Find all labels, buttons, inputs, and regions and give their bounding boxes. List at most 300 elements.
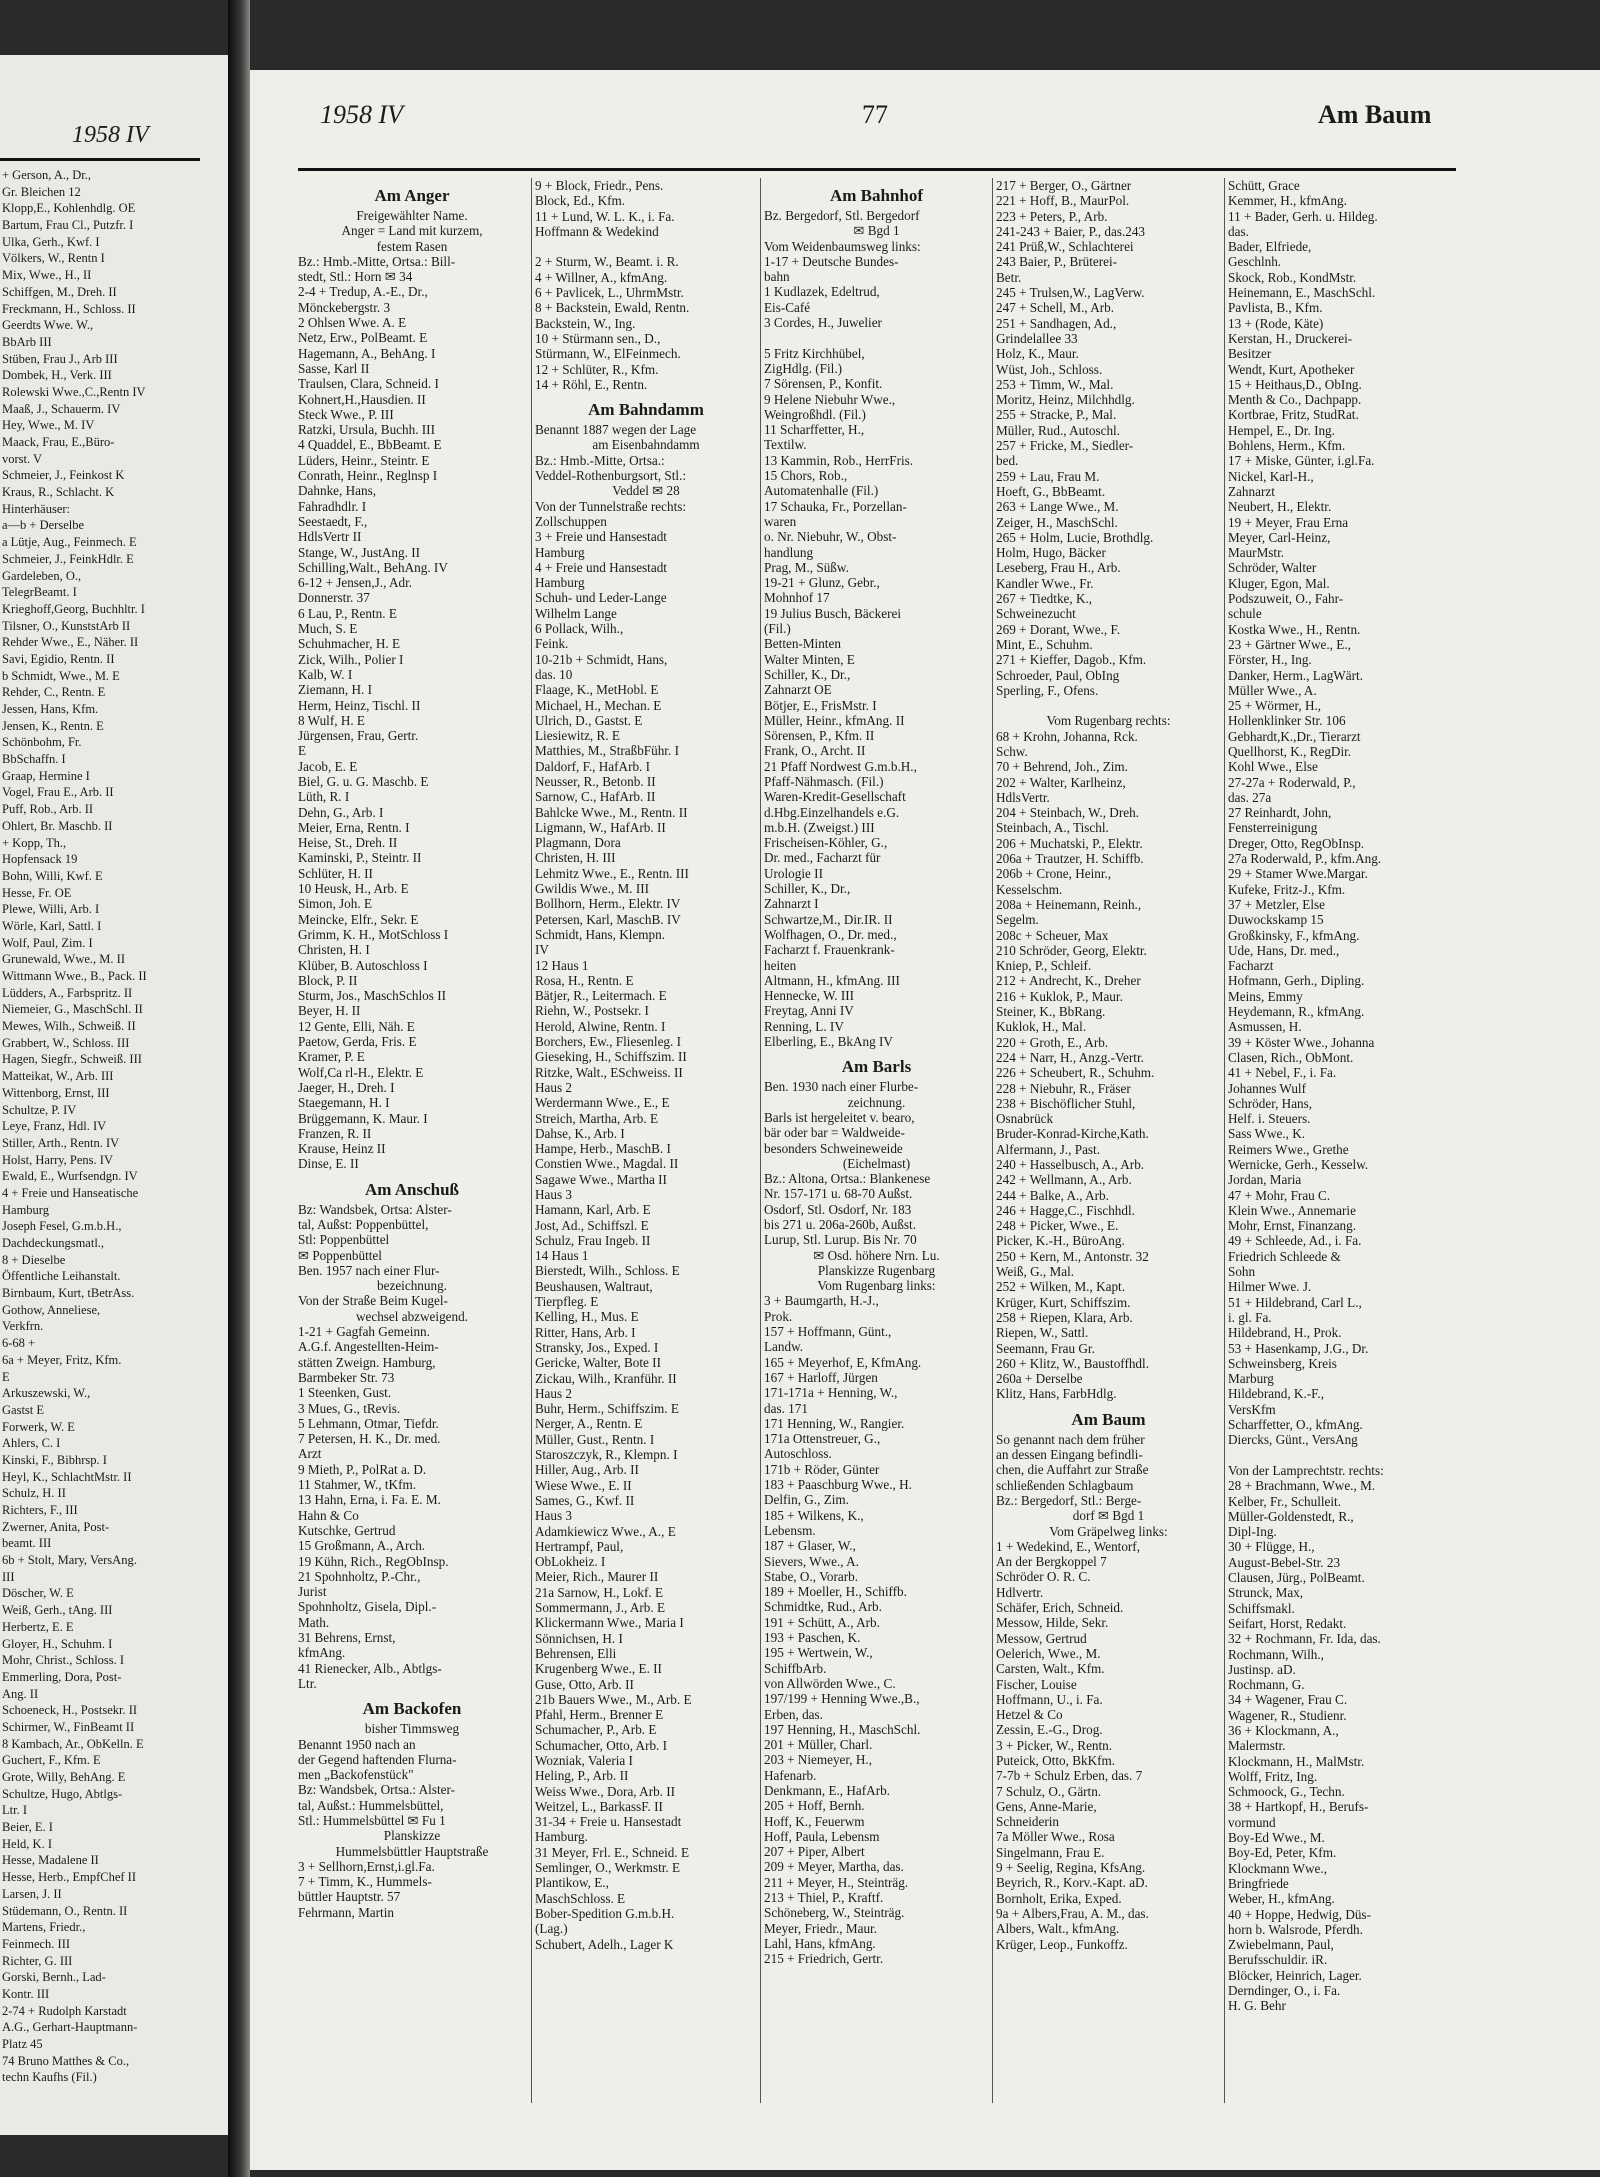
directory-entry: das. 10 (535, 666, 573, 682)
directory-entry: Wolfhagen, O., Dr. med., (764, 926, 897, 942)
directory-entry: 206b + Crone, Heinr., (996, 866, 1112, 882)
directory-entry: 7 Sörensen, P., Konfit. (764, 376, 883, 392)
directory-entry: 29 + Stamer Wwe.Margar. (1228, 866, 1368, 882)
left-fragment-line: Arkuszewski, W., (2, 1386, 91, 1401)
street-note: festem Rasen (376, 238, 448, 254)
directory-entry: Nerger, A., Rentn. E (535, 1416, 643, 1432)
street-note: Vom Gräpelweg links: (1049, 1523, 1168, 1539)
directory-entry: Christen, H. III (535, 850, 616, 866)
directory-entry: Schmoock, G., Techn. (1228, 1784, 1345, 1800)
directory-entry: Schuhmacher, H. E (298, 636, 401, 652)
directory-entry: Sperling, F., Ofens. (996, 682, 1099, 698)
directory-entry: Hampe, Herb., MaschB. I (535, 1141, 671, 1157)
directory-entry: Gwildis Wwe., M. III (535, 881, 650, 897)
directory-entry: 250 + Kern, M., Antonstr. 32 (996, 1248, 1149, 1264)
left-fragment-line: Rehder Wwe., E., Näher. II (2, 635, 139, 650)
street-note: ✉ Bgd 1 (853, 223, 900, 239)
directory-entry: Pfaff-Nähmasch. (Fil.) (764, 773, 884, 789)
directory-entry: Geschlnh. (1228, 254, 1282, 270)
directory-entry: Ritter, Hans, Arb. I (535, 1324, 636, 1340)
directory-entry: 17 Schauka, Fr., Porzellan- (764, 498, 907, 514)
directory-entry: 39 + Köster Wwe., Johanna (1228, 1034, 1375, 1050)
directory-entry: Zickau, Wilh., Kranführ. II (535, 1370, 677, 1386)
left-fragment-line: BbSchaffn. I (2, 752, 66, 767)
directory-entry: 27a Roderwald, P., kfm.Ang. (1228, 851, 1382, 867)
left-fragment-line: Forwerk, W. E (2, 1419, 75, 1434)
directory-entry: 208a + Heinemann, Reinh., (996, 896, 1142, 912)
directory-entry: Haus 3 (535, 1508, 572, 1524)
left-fragment-line: Gloyer, H., Schuhm. I (2, 1636, 113, 1651)
directory-entry: das. 27a (1228, 789, 1272, 805)
directory-entry: Messow, Gertrud (996, 1630, 1087, 1646)
directory-entry: Prag, M., Süßw. (764, 559, 849, 575)
directory-entry: Singelmann, Frau E. (996, 1844, 1105, 1860)
street-note: Hummelsbüttler Hauptstraße (335, 1843, 489, 1859)
directory-entry: Behrensen, Elli (535, 1645, 617, 1661)
directory-entry: H. G. Behr (1228, 1998, 1286, 2014)
directory-entry: Schw. (996, 743, 1028, 759)
directory-entry: büttler Hauptstr. 57 (298, 1889, 401, 1905)
street-note: dorf ✉ Bgd 1 (1072, 1508, 1145, 1524)
directory-entry: So genannt nach dem früher (996, 1431, 1145, 1447)
directory-entry: Jordan, Maria (1228, 1172, 1302, 1188)
directory-entry: chen, die Auffahrt zur Straße (996, 1462, 1149, 1478)
directory-entry: Backstein, W., Ing. (535, 315, 636, 331)
left-fragment-line: Geerdts Wwe. W., (2, 318, 94, 333)
page-number: 77 (862, 100, 888, 129)
directory-entry: Kramer, P. E (298, 1049, 365, 1065)
directory-entry: An der Bergkoppel 7 (996, 1554, 1107, 1570)
directory-entry: an dessen Eingang befindli- (996, 1447, 1143, 1463)
street-note: am Eisenbahndamm (592, 437, 700, 453)
directory-entry: Clasen, Rich., ObMont. (1228, 1049, 1354, 1065)
left-fragment-line: Emmerling, Dora, Post- (2, 1669, 122, 1684)
directory-entry: Gieseking, H., Schiffszim. II (535, 1049, 687, 1065)
directory-entry: Landw. (764, 1339, 804, 1355)
left-fragment-line: a—b + Derselbe (2, 518, 85, 533)
left-fragment-line: Schmeier, J., FeinkHdlr. E (2, 551, 134, 566)
directory-entry: Steinbach, A., Tischl. (996, 820, 1109, 836)
directory-entry: 5 Lehmann, Otmar, Tiefdr. (298, 1415, 439, 1431)
directory-entry: Kaminski, P., Steintr. II (298, 850, 422, 866)
directory-entry: Schwartze,M., Dir.IR. II (764, 911, 893, 927)
left-fragment-line: vorst. V (2, 451, 43, 466)
directory-entry: 1 Steenken, Gust. (298, 1385, 392, 1401)
directory-entry: Osdorf, Stl. Osdorf, Nr. 183 (764, 1201, 912, 1217)
directory-entry: Haus 2 (535, 1079, 572, 1095)
directory-entry: tal, Außst.: Hummelsbüttel, (298, 1797, 444, 1813)
directory-entry: Bornholt, Erika, Exped. (996, 1890, 1122, 1906)
left-fragment-line: Leye, Franz, Hdl. IV (2, 1119, 107, 1134)
directory-entry: Ben. 1957 nach einer Flur- (298, 1262, 440, 1278)
directory-entry: 3 + Sellhorn,Ernst,i.gl.Fa. (298, 1858, 435, 1874)
directory-entry: 14 + Röhl, E., Rentn. (535, 376, 648, 392)
left-fragment-line: Savi, Egidio, Rentn. II (2, 651, 115, 666)
directory-entry: von Allwörden Wwe., C. (764, 1675, 896, 1691)
book-gutter (228, 0, 250, 2177)
left-fragment-line: Maack, Frau, E.,Büro- (2, 435, 115, 449)
directory-entry: ZigHdlg. (Fil.) (764, 360, 843, 376)
directory-entry: E (298, 743, 307, 759)
directory-entry: Weiss Wwe., Dora, Arb. II (535, 1783, 676, 1799)
left-fragment-line: Hinterhäuser: (2, 501, 71, 516)
directory-entry: Zahnarzt I (764, 896, 819, 912)
directory-entry: 171 Henning, W., Rangier. (764, 1415, 905, 1431)
left-fragment-line: a Lütje, Aug., Feinmech. E (2, 535, 137, 550)
directory-entry: 30 + Flügge, H., (1228, 1539, 1315, 1555)
directory-entry: Mohnhof 17 (764, 590, 830, 606)
directory-entry: schule (1228, 606, 1262, 622)
directory-entry: 25 + Wörmer, H., (1228, 698, 1322, 714)
directory-entry: Zahnarzt OE (764, 682, 832, 698)
directory-entry: Zwiebelmann, Paul, (1228, 1937, 1334, 1953)
left-fragment-line: Heyl, K., SchlachtMstr. II (2, 1469, 132, 1484)
directory-entry: 27 Reinhardt, John, (1228, 805, 1332, 821)
directory-entry: Weitzel, L., BarkassF. II (535, 1798, 663, 1814)
directory-entry: 7 Petersen, H. K., Dr. med. (298, 1431, 441, 1447)
left-fragment-line: + Gerson, A., Dr., (2, 168, 91, 182)
left-fragment-line: beamt. III (2, 1536, 52, 1551)
left-fragment-line: 6-68 + (2, 1336, 36, 1351)
directory-entry: 9 Helene Niebuhr Wwe., (764, 391, 896, 407)
directory-entry: ObLokheiz. I (535, 1554, 606, 1570)
directory-entry: Dahse, K., Arb. I (535, 1125, 625, 1141)
directory-entry: 15 Chors, Rob., (764, 468, 848, 484)
directory-entry: 205 + Hoff, Bernh. (764, 1798, 865, 1814)
directory-entry: 9 + Seelig, Regina, KfsAng. (996, 1860, 1146, 1876)
left-fragment-line: Dachdeckungsmatl., (2, 1236, 105, 1250)
directory-entry: Herold, Alwine, Rentn. I (535, 1018, 666, 1034)
directory-entry: 243 Baier, P., Brüterei- (996, 254, 1118, 270)
directory-entry: 2 + Sturm, W., Beamt. i. R. (535, 254, 679, 270)
directory-entry: 49 + Schleede, Ad., i. Fa. (1228, 1233, 1362, 1249)
left-fragment-line: Guchert, F., Kfm. E (2, 1753, 101, 1768)
directory-entry: 13 + (Rode, Käte) (1228, 315, 1324, 331)
directory-entry: 3 Mues, G., tRevis. (298, 1400, 401, 1416)
directory-entry: Seestaedt, F., (298, 513, 368, 529)
directory-entry: Lahl, Hans, kfmAng. (764, 1935, 876, 1951)
directory-entry: 13 Hahn, Erna, i. Fa. E. M. (298, 1492, 441, 1508)
directory-entry: 38 + Hartkopf, H., Berufs- (1228, 1799, 1369, 1815)
directory-entry: Beushausen, Waltraut, (535, 1278, 653, 1294)
column-divider-4 (1224, 178, 1225, 2103)
street-note: Anger = Land mit kurzem, (341, 223, 483, 239)
directory-entry: 34 + Wagener, Frau C. (1228, 1692, 1348, 1708)
directory-entry: 255 + Stracke, P., Mal. (996, 407, 1117, 423)
directory-entry: Barls ist hergeleitet v. bearo, (764, 1109, 915, 1125)
directory-entry: Meier, Erna, Rentn. I (298, 819, 410, 835)
directory-entry: Schöneberg, W., Steinträg. (764, 1905, 905, 1921)
directory-entry: Bz.: Hmb.-Mitte, Ortsa.: (535, 452, 665, 468)
directory-entry: Meins, Emmy (1228, 988, 1303, 1004)
directory-entry: 1 Kudlazek, Edeltrud, (764, 284, 880, 300)
left-fragment-line: Weiß, Gerh., tAng. III (2, 1603, 113, 1618)
directory-entry: 28 + Brachmann, Wwe., M. (1228, 1478, 1376, 1494)
street-heading: Am Baum (1071, 1409, 1146, 1429)
directory-entry: Wilhelm Lange (535, 605, 617, 621)
column-divider-2 (760, 178, 761, 2103)
directory-entry: Heise, St., Dreh. II (298, 835, 398, 851)
directory-entry: 208c + Scheuer, Max (996, 927, 1109, 943)
left-fragment-line: Grote, Willy, BehAng. E (2, 1770, 126, 1784)
street-heading: Am Bahnhof (829, 186, 924, 205)
directory-entry: waren (764, 513, 797, 529)
left-fragment-line: III (2, 1569, 15, 1584)
left-fragment-line: Gothow, Anneliese, (2, 1302, 101, 1317)
directory-entry: Jurist (298, 1584, 327, 1600)
directory-entry: ✉ Poppenbüttel (298, 1247, 382, 1263)
directory-entry: Stürmann, W., ElFeinmech. (535, 346, 681, 362)
directory-entry: Jost, Ad., Schiffszl. E (535, 1217, 649, 1233)
directory-entry: Bruder-Konrad-Kirche,Kath. (996, 1126, 1149, 1142)
directory-entry: Streich, Martha, Arb. E (535, 1110, 659, 1126)
directory-entry: Stl: Poppenbüttel (298, 1232, 390, 1248)
directory-entry: 189 + Moeller, H., Schiffb. (764, 1584, 907, 1600)
directory-entry: Benannt 1950 nach an (298, 1736, 416, 1752)
directory-entry: i. gl. Fa. (1228, 1309, 1272, 1325)
directory-entry: 19 Julius Busch, Bäckerei (764, 605, 901, 621)
left-fragment-line: Gorski, Bernh., Lad- (2, 1970, 106, 1985)
left-fragment-line: A.G., Gerhart-Hauptmann- (2, 2020, 138, 2035)
directory-entry: Kuklok, H., Mal. (996, 1019, 1087, 1035)
left-fragment-line: Hamburg (2, 1202, 49, 1217)
directory-entry: Hoff, Paula, Lebensm (764, 1828, 880, 1844)
left-fragment-line: Grabbert, W., Schloss. III (2, 1035, 130, 1050)
directory-entry: Sievers, Wwe., A. (764, 1553, 859, 1569)
directory-entry: Leseberg, Frau H., Arb. (996, 560, 1121, 576)
directory-entry: 3 + Picker, W., Rentn. (996, 1737, 1113, 1753)
directory-entry: Schröder O. R. C. (996, 1569, 1091, 1585)
directory-entry: Adamkiewicz Wwe., A., E (535, 1523, 676, 1539)
directory-entry: Hilmer Wwe. J. (1228, 1279, 1312, 1295)
left-fragment-line: Wittenborg, Ernst, III (2, 1085, 110, 1100)
column-divider-1 (531, 178, 532, 2103)
directory-entry: Clausen, Jürg., PolBeamt. (1228, 1570, 1365, 1586)
directory-entry: 221 + Hoff, B., MaurPol. (996, 193, 1130, 209)
directory-entry: Holm, Hugo, Bäcker (996, 545, 1106, 561)
directory-entry: 257 + Fricke, M., Siedler- (996, 438, 1134, 454)
directory-entry: Wagener, R., Studienr. (1228, 1707, 1347, 1723)
directory-entry: Puteick, Otto, BkKfm. (996, 1752, 1116, 1768)
directory-entry: 7 Schulz, O., Gärtn. (996, 1783, 1102, 1799)
left-fragment-line: TelegrBeamt. I (2, 585, 77, 600)
directory-entry: Ulrich, D., Gastst. E (535, 712, 643, 728)
directory-entry: Block, Ed., Kfm. (535, 193, 626, 209)
directory-entry: Sass Wwe., K. (1228, 1126, 1306, 1142)
directory-entry: 252 + Wilken, M., Kapt. (996, 1279, 1126, 1295)
left-fragment-line: 74 Bruno Matthes & Co., (2, 2053, 130, 2068)
directory-entry: Frank, O., Archt. II (764, 743, 866, 759)
directory-entry: Kohnert,H.,Hausdien. II (298, 391, 426, 407)
left-fragment-line: 8 + Dieselbe (2, 1252, 66, 1267)
directory-entry: 206 + Muchatski, P., Elektr. (996, 835, 1143, 851)
directory-entry: Kelling, H., Mus. E (535, 1309, 639, 1325)
directory-entry: Lüders, Heinr., Steintr. E (298, 452, 430, 468)
directory-entry: 2 Ohlsen Wwe. A. E (298, 315, 407, 331)
directory-entry: Seifart, Horst, Redakt. (1228, 1615, 1347, 1631)
directory-entry: 9 Mieth, P., PolRat a. D. (298, 1461, 427, 1477)
directory-entry: Zahnarzt (1228, 483, 1275, 499)
street-heading: Am Backofen (362, 1699, 462, 1719)
directory-entry: Hafenarb. (764, 1767, 817, 1783)
directory-entry: Dehn, G., Arb. I (298, 804, 384, 820)
left-fragment-line: Wolf, Paul, Zim. I (2, 935, 93, 950)
directory-entry: Sames, G., Kwf. II (535, 1492, 635, 1508)
street-heading: Am Bahndamm (588, 400, 704, 420)
directory-entry: Hildebrand, K.-F., (1228, 1386, 1325, 1402)
directory-entry: Schmidtke, Rud., Arb. (764, 1599, 882, 1615)
directory-entry: Zeiger, H., MaschSchl. (996, 514, 1118, 530)
directory-entry: 197 Henning, H., MaschSchl. (764, 1721, 921, 1737)
directory-entry: m.b.H. (Zweigst.) III (764, 819, 875, 835)
left-fragment-line: Matteikat, W., Arb. III (2, 1069, 114, 1084)
directory-entry: 11 Stahmer, W., tKfm. (298, 1477, 417, 1493)
left-fragment-line: Stiller, Arth., Rentn. IV (2, 1135, 120, 1150)
left-fragment-line: 4 + Freie und Hanseatische (2, 1185, 139, 1200)
directory-entry: Hahn & Co (298, 1507, 359, 1523)
directory-entry: 242 + Wellmann, A., Arb. (996, 1172, 1132, 1188)
directory-entry: Meyer, Carl-Heinz, (1228, 529, 1331, 545)
left-fragment-line: 2-74 + Rudolph Karstadt (2, 2003, 127, 2018)
directory-entry: Urologie II (764, 865, 823, 881)
directory-entry (1228, 1448, 1453, 1463)
directory-entry: Schlüter, H. II (298, 865, 373, 881)
directory-entry: 68 + Krohn, Johanna, Rck. (996, 728, 1138, 744)
directory-entry: 21 Spohnholtz, P.-Chr., (298, 1568, 421, 1584)
left-fragment-line: Völkers, W., Rentn I (2, 251, 105, 266)
left-fragment-line: Kontr. III (2, 1986, 50, 2001)
directory-entry: Bätjer, R., Leitermach. E (535, 988, 667, 1004)
directory-entry: Dahnke, Hans, (298, 483, 377, 499)
directory-entry: 157 + Hoffmann, Günt., (764, 1324, 892, 1340)
directory-entry: Hoffmann & Wedekind (535, 223, 659, 239)
directory-entry: men „Backofenstück" (298, 1767, 414, 1783)
left-page-year: 1958 IV (72, 122, 149, 148)
street-note: Freigewählter Name. (356, 208, 468, 223)
directory-entry: 12 Gente, Elli, Näh. E (298, 1018, 415, 1034)
directory-entry: 226 + Scheubert, R., Schuhm. (996, 1065, 1155, 1081)
directory-entry: Neubert, H., Elektr. (1228, 499, 1332, 515)
directory-entry: 70 + Behrend, Joh., Zim. (996, 759, 1128, 775)
directory-entry: Arzt (298, 1446, 322, 1462)
directory-entry: Prok. (764, 1308, 793, 1324)
directory-entry: Buhr, Herm., Schiffszim. E (535, 1401, 679, 1417)
directory-entry: Wüst, Joh., Schloss. (996, 361, 1103, 377)
directory-entry: Müller, Rud., Autoschl. (996, 422, 1121, 438)
left-fragment-line: 6b + Stolt, Mary, VersAng. (2, 1553, 137, 1568)
left-fragment-line: Gardeleben, O., (2, 568, 82, 583)
directory-entry: Mohr, Ernst, Finanzang. (1228, 1218, 1357, 1234)
left-fragment-line: Hey, Wwe., M. IV (2, 418, 95, 433)
directory-entry: Sagawe Wwe., Martha II (535, 1171, 667, 1187)
left-fragment-line: Klopp,E., Kohlenhdlg. OE (2, 201, 136, 216)
directory-entry: MaschSchloss. E (535, 1890, 626, 1906)
directory-entry: Gericke, Walter, Bote II (535, 1355, 661, 1371)
directory-entry: Johannes Wulf (1228, 1080, 1306, 1096)
directory-entry: 258 + Riepen, Klara, Arb. (996, 1309, 1133, 1325)
directory-entry: 19 + Meyer, Frau Erna (1228, 514, 1349, 530)
street-note: bisher Timmsweg (364, 1721, 460, 1737)
left-fragment-line: Wörle, Karl, Sattl. I (2, 918, 102, 933)
directory-entry: Ratzki, Ursula, Buchh. III (298, 422, 435, 438)
directory-entry: Schiller, K., Dr., (764, 881, 851, 897)
directory-entry: Rochmann, G. (1228, 1677, 1305, 1693)
directory-entry: 271 + Kieffer, Dagob., Kfm. (996, 652, 1147, 668)
directory-entry: Schütt, Grace (1228, 178, 1300, 193)
directory-entry: Quellhorst, K., RegDir. (1228, 743, 1352, 759)
left-fragment-line: Rehder, C., Rentn. E (2, 685, 106, 700)
directory-entry: 203 + Niemeyer, H., (764, 1752, 872, 1768)
directory-entry: 185 + Wilkens, K., (764, 1507, 864, 1523)
directory-entry: 9 + Block, Friedr., Pens. (535, 178, 664, 193)
directory-entry: Stange, W., JustAng. II (298, 544, 420, 560)
directory-entry: Jacob, E. E (298, 758, 358, 774)
directory-entry: Hdlvertr. (996, 1584, 1044, 1600)
directory-entry: Staegemann, H. I (298, 1095, 390, 1111)
directory-entry: Netz, Erw., PolBeamt. E (298, 330, 428, 346)
directory-entry: Schilling,Walt., BehAng. IV (298, 559, 448, 575)
directory-entry: 269 + Dorant, Wwe., F. (996, 621, 1121, 637)
directory-entry: bis 271 u. 206a-260b, Außst. (764, 1217, 917, 1232)
directory-entry: Weber, H., kfmAng. (1228, 1891, 1335, 1907)
directory-entry: heiten (764, 957, 797, 973)
directory-entry: Klickermann Wwe., Maria I (535, 1615, 684, 1631)
directory-entry: 228 + Niebuhr, R., Fräser (996, 1080, 1131, 1096)
directory-entry: Klein Wwe., Annemarie (1228, 1202, 1356, 1218)
directory-entry: Reimers Wwe., Grethe (1228, 1141, 1349, 1157)
left-fragment-line: Kinski, F., Bibhrsp. I (2, 1452, 107, 1467)
directory-entry: Matthies, M., StraßbFühr. I (535, 743, 679, 759)
left-fragment-line: Ohlert, Br. Maschb. II (2, 818, 113, 833)
left-fragment-line: Schultze, Hugo, Abtlgs- (2, 1786, 123, 1801)
directory-entry: Müller-Goldenstedt, R., (1228, 1508, 1354, 1524)
directory-entry: Weingroßhdl. (Fil.) (764, 406, 866, 422)
street-note: zeichnung. (847, 1094, 906, 1110)
directory-entry: Barmbeker Str. 73 (298, 1369, 395, 1385)
directory-entry: schließenden Schlagbaum (996, 1477, 1134, 1493)
directory-entry: Spohnholtz, Gisela, Dipl.- (298, 1599, 437, 1615)
directory-entry: (Fil.) (764, 621, 791, 637)
directory-entry: Bz.: Altona, Ortsa.: Blankenese (764, 1171, 931, 1187)
directory-entry: Wendt, Kurt, Apotheker (1228, 361, 1355, 377)
directory-entry: Bader, Elfriede, (1228, 239, 1312, 255)
directory-entry: stedt, Stl.: Horn ✉ 34 (298, 269, 413, 285)
directory-entry: Kluger, Egon, Mal. (1228, 575, 1330, 591)
directory-entry: Franzen, R. II (298, 1125, 372, 1141)
directory-entry: 215 + Friedrich, Gertr. (764, 1951, 884, 1967)
left-fragment-line: Puff, Rob., Arb. II (2, 802, 94, 817)
street-heading: Am Anger (374, 186, 450, 205)
left-fragment-line: Richters, F., III (2, 1503, 78, 1517)
directory-entry: 21a Sarnow, H., Lokf. E (535, 1584, 664, 1600)
directory-entry: Mint, E., Schuhm. (996, 636, 1093, 652)
directory-entry: Klockmann Wwe., (1228, 1860, 1328, 1876)
street-note: bezeichnung. (377, 1278, 447, 1294)
left-fragment-line: BbArb III (2, 334, 52, 349)
directory-entry: Schweinezucht (996, 606, 1076, 622)
left-fragment-line: Schmeier, J., Feinkost K (2, 468, 125, 483)
directory-entry: Ude, Hans, Dr. med., (1228, 942, 1340, 958)
running-title: Am Baum (1318, 100, 1432, 129)
left-fragment-line: Birnbaum, Kurt, tBetrAss. (2, 1286, 135, 1301)
directory-entry: Automatenhalle (Fil.) (764, 483, 879, 499)
directory-entry: Müller, Heinr., kfmAng. II (764, 712, 905, 728)
directory-entry: 265 + Holm, Lucie, Brothdlg. (996, 529, 1154, 545)
directory-entry: Vom Weidenbaumsweg links: (764, 238, 921, 254)
directory-entry: Malermstr. (1228, 1738, 1286, 1754)
directory-entry: Wernicke, Gerh., Kesselw. (1228, 1157, 1369, 1172)
directory-entry: Großkinsky, F., kfmAng. (1228, 927, 1360, 943)
